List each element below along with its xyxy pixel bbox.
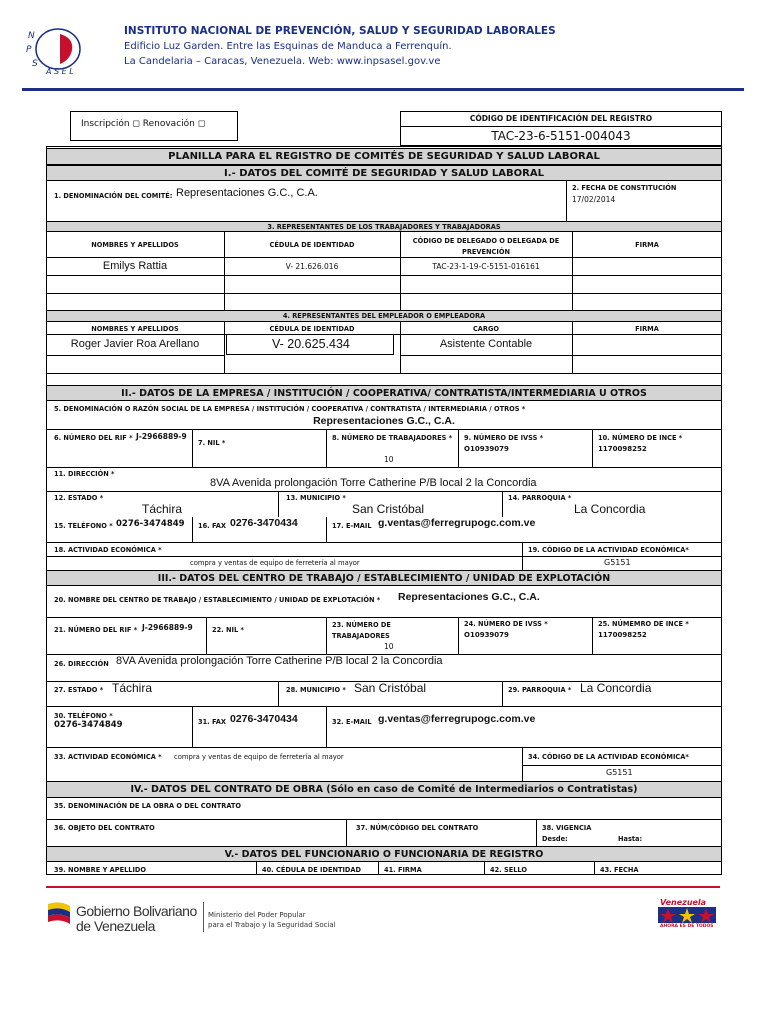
ince-value[interactable]: 1170098252 — [598, 445, 647, 453]
workplace-fax-value[interactable]: 0276-3470434 — [230, 713, 298, 725]
workers-col-code: CÓDIGO DE DELEGADO O DELEGADA DE PREVENCIÓN — [412, 237, 560, 256]
workplace-ince-value[interactable]: 1170098252 — [598, 631, 647, 639]
employer-rep-position[interactable]: Asistente Contable — [439, 338, 533, 350]
parish-value[interactable]: La Concordia — [574, 502, 646, 516]
workplace-ince-label: 25. NÚMEMRO DE INCE * — [598, 620, 689, 628]
phone-label: 15. TELÉFONO * — [54, 522, 113, 530]
contract-validity-to: Hasta: — [618, 835, 643, 843]
workers-count-label: 8. NÚMERO DE TRABAJADORES * — [332, 434, 453, 442]
contract-code-label: 37. NÚM/CÓDIGO DEL CONTRATO — [356, 824, 479, 832]
company-name-label: 5. DENOMINACIÓN O RAZÓN SOCIAL DE LA EMPRESA / INSTITUCIÓN / COOPERATIVA / CONTRATISTA / INTERMEDIARIA / OTROS * — [54, 405, 526, 413]
contract-validity-label: 38. VIGENCIA — [542, 824, 592, 832]
address-value[interactable]: 8VA Avenida prolongación Torre Catherine P/B local 2 la Concordia — [210, 477, 537, 489]
employer-col-name: NOMBRES Y APELLIDOS — [91, 325, 179, 333]
state-label: 12. ESTADO * — [54, 494, 104, 502]
section-2-title: II.- DATOS DE LA EMPRESA / INSTITUCIÓN / COOPERATIVA/ CONTRATISTA/INTERMEDIARIA U OTROS — [46, 385, 722, 401]
constitution-date-label: 2. FECHA DE CONSTITUCIÓN — [572, 184, 677, 192]
official-date-label: 43. FECHA — [600, 866, 639, 874]
workplace-rif-label: 21. NÚMERO DEL RIF * — [54, 626, 138, 634]
activity-value[interactable]: compra y ventas de equipo de ferretería al mayor — [190, 559, 360, 567]
registration-code-value: TAC-23-6-5151-004043 — [491, 129, 631, 143]
email-label: 17. E-MAIL — [332, 522, 372, 530]
worker-rep-code[interactable]: TAC-23-1-19-C-5151-016161 — [432, 262, 540, 271]
municipality-value[interactable]: San Cristóbal — [352, 502, 425, 516]
parish-label: 14. PARROQUIA * — [508, 494, 572, 502]
workplace-state-value[interactable]: Táchira — [112, 681, 153, 695]
workplace-activity-value[interactable]: compra y ventas de equipo de ferretería al mayor — [174, 753, 344, 761]
form-title: PLANILLA PARA EL REGISTRO DE COMITÉS DE SEGURIDAD Y SALUD LABORAL — [46, 148, 722, 165]
workplace-rif-value[interactable]: J-2966889-9 — [142, 623, 193, 632]
ministry-line2: para el Trabajo y la Seguridad Social — [208, 921, 336, 929]
workplace-email-label: 32. E-MAIL — [332, 718, 372, 726]
committee-name-label: 1. DENOMINACIÓN DEL COMITÉ: — [54, 192, 173, 200]
ministry-line1: Ministerio del Poder Popular — [208, 911, 306, 919]
employer-col-id: CÉDULA DE IDENTIDAD — [269, 325, 355, 333]
address-label: 11. DIRECCIÓN * — [54, 470, 115, 478]
venezuela-flag-icon — [46, 900, 72, 930]
workplace-activity-code-label: 34. CÓDIGO DE LA ACTIVIDAD ECONÓMICA* — [528, 753, 689, 761]
rif-value[interactable]: J-2966889-9 — [136, 432, 187, 441]
workers-col-id: CÉDULA DE IDENTIDAD — [269, 241, 355, 249]
workplace-activity-label: 33. ACTIVIDAD ECONÓMICA * — [54, 753, 162, 761]
header-rule — [22, 88, 744, 91]
workers-count-value[interactable]: 10 — [384, 455, 394, 464]
workplace-phone-label: 30. TELÉFONO * — [54, 712, 113, 720]
company-name-value[interactable]: Representaciones G.C., C.A. — [313, 415, 455, 427]
fax-label: 16. FAX — [198, 522, 226, 530]
activity-code-value[interactable]: G5151 — [604, 558, 631, 567]
workplace-state-label: 27. ESTADO * — [54, 686, 104, 694]
section-5-title: V.- DATOS DEL FUNCIONARIO O FUNCIONARIA DE REGISTRO — [46, 846, 722, 862]
institute-address: Edificio Luz Garden. Entre las Esquinas de Manduca a Ferrenquín. — [124, 41, 452, 52]
gov-name-line2: de Venezuela — [76, 918, 155, 934]
svg-text:P: P — [26, 45, 32, 55]
state-value[interactable]: Táchira — [142, 502, 183, 516]
official-seal-label: 42. SELLO — [490, 866, 528, 874]
contract-object-label: 36. OBJETO DEL CONTRATO — [54, 824, 155, 832]
constitution-date-value[interactable]: 17/02/2014 — [572, 195, 616, 204]
stars-icon — [658, 906, 716, 924]
section-3-title: III.- DATOS DEL CENTRO DE TRABAJO / ESTABLECIMIENTO / UNIDAD DE EXPLOTACIÓN — [46, 570, 722, 586]
employer-rep-id[interactable]: V- 20.625.434 — [272, 337, 350, 351]
registration-code-label: CÓDIGO DE IDENTIFICACIÓN DEL REGISTRO — [469, 114, 653, 123]
municipality-label: 13. MUNICIPIO * — [286, 494, 346, 502]
section-1-title: I.- DATOS DEL COMITÉ DE SEGURIDAD Y SALUD LABORAL — [46, 165, 722, 181]
contract-name-label: 35. DENOMINACIÓN DE LA OBRA O DEL CONTRATO — [54, 802, 242, 810]
svg-text:N: N — [28, 31, 35, 41]
workplace-activity-code-value[interactable]: G5151 — [606, 768, 633, 777]
ivss-value[interactable]: O10939079 — [464, 445, 509, 453]
nil-label: 7. NIL * — [198, 439, 226, 447]
contract-validity-from: Desde: — [542, 835, 568, 843]
workers-col-signature: FIRMA — [635, 241, 659, 249]
committee-name-value[interactable]: Representaciones G.C., C.A. — [176, 187, 318, 199]
venezuela-logo — [656, 898, 718, 932]
workplace-phone-value[interactable]: 0276-3474849 — [54, 720, 123, 730]
worker-rep-id[interactable]: V- 21.626.016 — [285, 262, 339, 271]
employer-col-position: CARGO — [472, 325, 500, 333]
ince-label: 10. NÚMERO DE INCE * — [598, 434, 683, 442]
institute-web: La Candelaria – Caracas, Venezuela. Web: www.inpsasel.gov.ve — [124, 56, 441, 67]
section-4-title: IV.- DATOS DEL CONTRATO DE OBRA (Sólo en caso de Comité de Intermediarios o Contratistas) — [46, 781, 722, 798]
worker-rep-name[interactable]: Emilys Rattia — [102, 260, 168, 272]
rif-label: 6. NÚMERO DEL RIF * — [54, 434, 133, 442]
inpsasel-logo — [22, 22, 94, 76]
gov-name-line1: Gobierno Bolivariano — [76, 903, 197, 919]
activity-label: 18. ACTIVIDAD ECONÓMICA * — [54, 546, 162, 554]
workplace-nil-label: 22. NIL * — [212, 626, 244, 634]
email-value[interactable]: g.ventas@ferregrupogc.com.ve — [378, 517, 536, 529]
workplace-ivss-value[interactable]: O10939079 — [464, 631, 509, 639]
footer-rule — [46, 886, 720, 888]
svg-text:S: S — [32, 59, 38, 69]
registration-type[interactable]: Inscripción ◻ Renovación ◻ — [81, 119, 206, 129]
workers-col-name: NOMBRES Y APELLIDOS — [91, 241, 179, 249]
workers-reps-title: 3. REPRESENTANTES DE LOS TRABAJADORES Y TRABAJADORAS — [46, 221, 722, 232]
workplace-workers-value[interactable]: 10 — [384, 642, 394, 651]
workplace-ivss-label: 24. NÚMERO DE IVSS * — [464, 620, 548, 628]
svg-text:A S E L: A S E L — [46, 67, 74, 76]
official-signature-label: 41. FIRMA — [384, 866, 422, 874]
workplace-parish-value[interactable]: La Concordia — [580, 681, 652, 695]
workplace-address-label: 26. DIRECCIÓN — [54, 660, 109, 668]
institute-title: INSTITUTO NACIONAL DE PREVENCIÓN, SALUD Y SEGURIDAD LABORALES — [124, 25, 556, 37]
ivss-label: 9. NÚMERO DE IVSS * — [464, 434, 544, 442]
workplace-email-value[interactable]: g.ventas@ferregrupogc.com.ve — [378, 713, 536, 725]
workplace-address-value[interactable]: 8VA Avenida prolongación Torre Catherine P/B local 2 la Concordia — [116, 655, 443, 667]
venezuela-logo-text: Venezuela — [660, 898, 707, 907]
workplace-municipality-value[interactable]: San Cristóbal — [354, 681, 427, 695]
workplace-municipality-label: 28. MUNICIPIO * — [286, 686, 346, 694]
employer-rep-name[interactable]: Roger Javier Roa Arellano — [70, 338, 200, 350]
employer-col-signature: FIRMA — [635, 325, 659, 333]
workplace-parish-label: 29. PARROQUIA * — [508, 686, 572, 694]
official-name-label: 39. NOMBRE Y APELLIDO — [54, 866, 147, 874]
workplace-fax-label: 31. FAX — [198, 718, 226, 726]
official-id-label: 40. CÉDULA DE IDENTIDAD — [262, 866, 361, 874]
phone-value[interactable]: 0276-3474849 — [116, 519, 185, 529]
workplace-workers-label: 23. NÚMERO DE TRABAJADORES — [332, 621, 391, 640]
fax-value[interactable]: 0276-3470434 — [230, 517, 298, 529]
workplace-name-label: 20. NOMBRE DEL CENTRO DE TRABAJO / ESTABLECIMIENTO / UNIDAD DE EXPLOTACIÓN * — [54, 596, 381, 604]
activity-code-label: 19. CÓDIGO DE LA ACTIVIDAD ECONÓMICA* — [528, 546, 689, 554]
workplace-name-value[interactable]: Representaciones G.C., C.A. — [398, 591, 540, 603]
employer-reps-title: 4. REPRESENTANTES DEL EMPLEADOR O EMPLEADORA — [46, 310, 722, 322]
slogan: AHORA ES DE TODOS — [660, 924, 714, 929]
